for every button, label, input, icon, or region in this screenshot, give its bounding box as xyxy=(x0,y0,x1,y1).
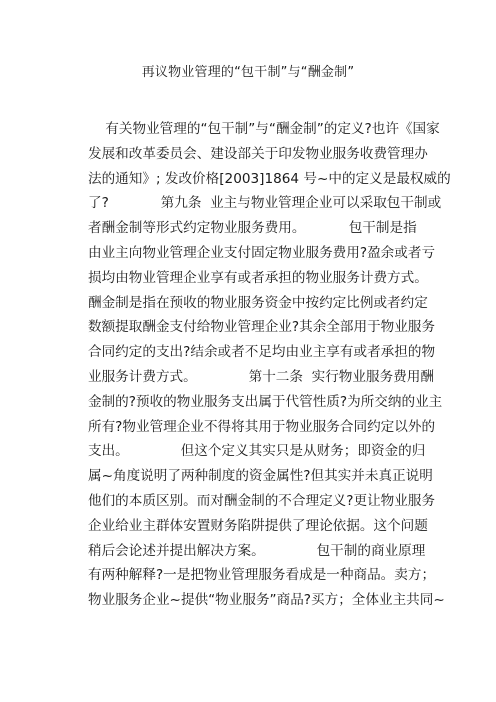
body-line: 金制的?预收的物业服务支出属于代管性质?为所交纳的业主 xyxy=(88,393,443,410)
body-line: 有关物业管理的“包干制”与“酬金制”的定义?也许《国家 xyxy=(88,121,440,137)
body-line: 稍后会论述并提出解决方案。 包干制的商业原理 xyxy=(88,542,426,559)
body-line: 数额提取酬金支付给物业管理企业?其余全部用于物业服务 xyxy=(88,319,436,336)
body-line: 合同约定的支出?结余或者不足均由业主享有或者承担的物 xyxy=(88,344,436,361)
body-line: 属~角度说明了两种制度的资金属性?但其实并未真正说明 xyxy=(88,468,433,485)
body-line: 企业给业主群体安置财务陷阱提供了理论依据。这个问题 xyxy=(88,517,428,534)
body-line: 由业主向物业管理企业支付固定物业服务费用?盈余或者亏 xyxy=(88,244,436,261)
body-line: 了? 第九条 业主与物业管理企业可以采取包干制或 xyxy=(88,195,442,212)
document-title: 再议物业管理的“包干制”与“酬金制” xyxy=(141,65,355,80)
body-line: 者酬金制等形式约定物业服务费用。 包干制是指 xyxy=(88,220,417,237)
body-line: 法的通知》; 发改价格[2003]1864 号~中的定义是最权威的 xyxy=(88,170,451,187)
body-line: 业服务计费方式。 第十二条 实行物业服务费用酬 xyxy=(88,368,434,385)
body-line: 物业服务企业~提供“物业服务”商品?买方；全体业主共同~ xyxy=(88,592,445,609)
body-line: 酬金制是指在预收的物业服务资金中按约定比例或者约定 xyxy=(88,294,428,311)
body-line: 发展和改革委员会、建设部关于印发物业服务收费管理办 xyxy=(88,145,428,162)
body-line: 所有?物业管理企业不得将其用于物业服务合同约定以外的 xyxy=(88,418,436,435)
body-line: 支出。 但这个定义其实只是从财务；即资金的归 xyxy=(88,443,426,460)
body-line: 他们的本质区别。而对酬金制的不合理定义?更让物业服务 xyxy=(88,492,436,509)
body-line: 损均由物业管理企业享有或者承担的物业服务计费方式。 xyxy=(88,269,428,286)
body-line: 有两种解释?一是把物业管理服务看成是一种商品。卖方； xyxy=(88,567,436,584)
document-body xyxy=(88,117,451,613)
